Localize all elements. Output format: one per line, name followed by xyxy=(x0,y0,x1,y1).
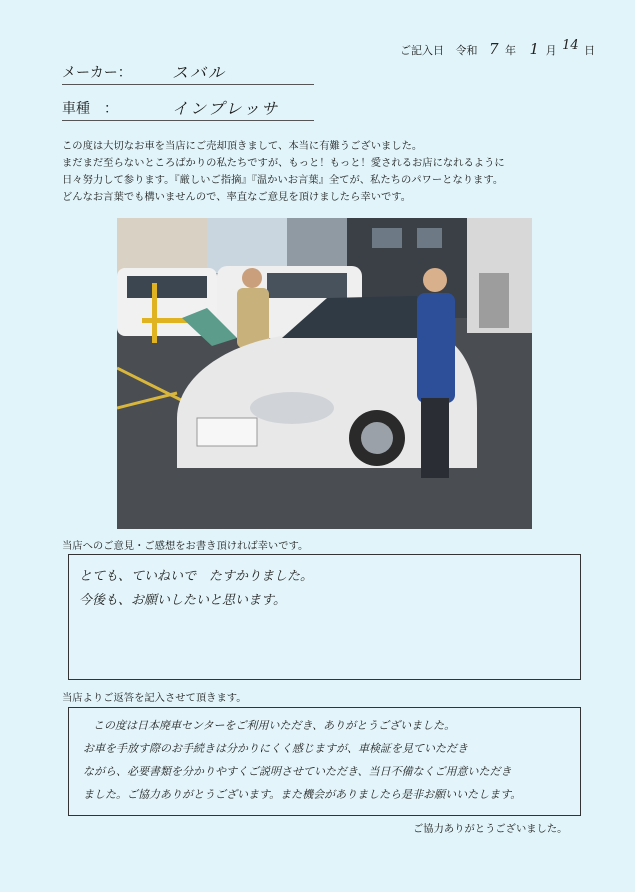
feedback-line: 今後も、お願いしたいと思います。 xyxy=(79,593,286,608)
era-label: 令和 xyxy=(455,44,478,57)
reply-box xyxy=(68,707,581,816)
date-label: ご記入日 xyxy=(400,44,444,57)
maker-value: スバル xyxy=(172,63,227,82)
model-field xyxy=(62,98,314,121)
model-label: 車種 ： xyxy=(62,101,118,117)
year-unit: 年 xyxy=(505,44,517,57)
feedback-line: とても、ていねいで たすかりました。 xyxy=(79,569,314,584)
intro-message xyxy=(62,138,562,206)
reply-line: ました。ご協力ありがとうございます。また機会がありましたら是非お願いいたします。 xyxy=(83,788,522,801)
photo-illustration xyxy=(117,218,532,529)
maker-field xyxy=(62,62,314,85)
maker-label: メーカー： xyxy=(62,65,132,81)
feedback-text xyxy=(79,565,313,613)
intro-line: どんなお言葉でも構いませんので、率直なご意見を頂けましたら幸いです。 xyxy=(62,191,412,203)
date-year: 7 xyxy=(489,40,499,58)
closing-message: ご協力ありがとうございました。 xyxy=(413,823,568,835)
month-unit: 月 xyxy=(545,44,557,57)
feedback-label: 当店へのご意見・ご感想をお書き頂ければ幸いです。 xyxy=(62,540,309,552)
date-day: 14 xyxy=(562,38,579,53)
reply-text xyxy=(83,714,521,806)
reply-label: 当店よりご返答を記入させて頂きます。 xyxy=(62,692,247,704)
reply-line: お車を手放す際のお手続きは分かりにくく感じますが、車検証を見ていただき xyxy=(83,742,468,755)
feedback-box xyxy=(68,554,581,680)
intro-line: まだまだ至らないところばかりの私たちですが、もっと！もっと！愛されるお店になれるように xyxy=(62,157,505,169)
intro-line: 日々努力して参ります。『厳しいご指摘』『温かいお言葉』全てが、私たちのパワーとなります。 xyxy=(62,174,504,186)
entry-date xyxy=(400,40,595,58)
date-month: 1 xyxy=(529,40,540,58)
reply-line: ながら、必要書類を分かりやすくご説明させていただき、当日不備なくご用意いただき xyxy=(83,765,512,778)
day-unit: 日 xyxy=(584,44,596,57)
intro-line: この度は大切なお車を当店にご売却頂きまして、本当に有難うございました。 xyxy=(62,140,423,152)
customer-photo xyxy=(117,218,532,529)
model-value: インプレッサ xyxy=(172,99,280,118)
reply-line: この度は日本廃車センターをご利用いただき、ありがとうございました。 xyxy=(93,719,456,732)
